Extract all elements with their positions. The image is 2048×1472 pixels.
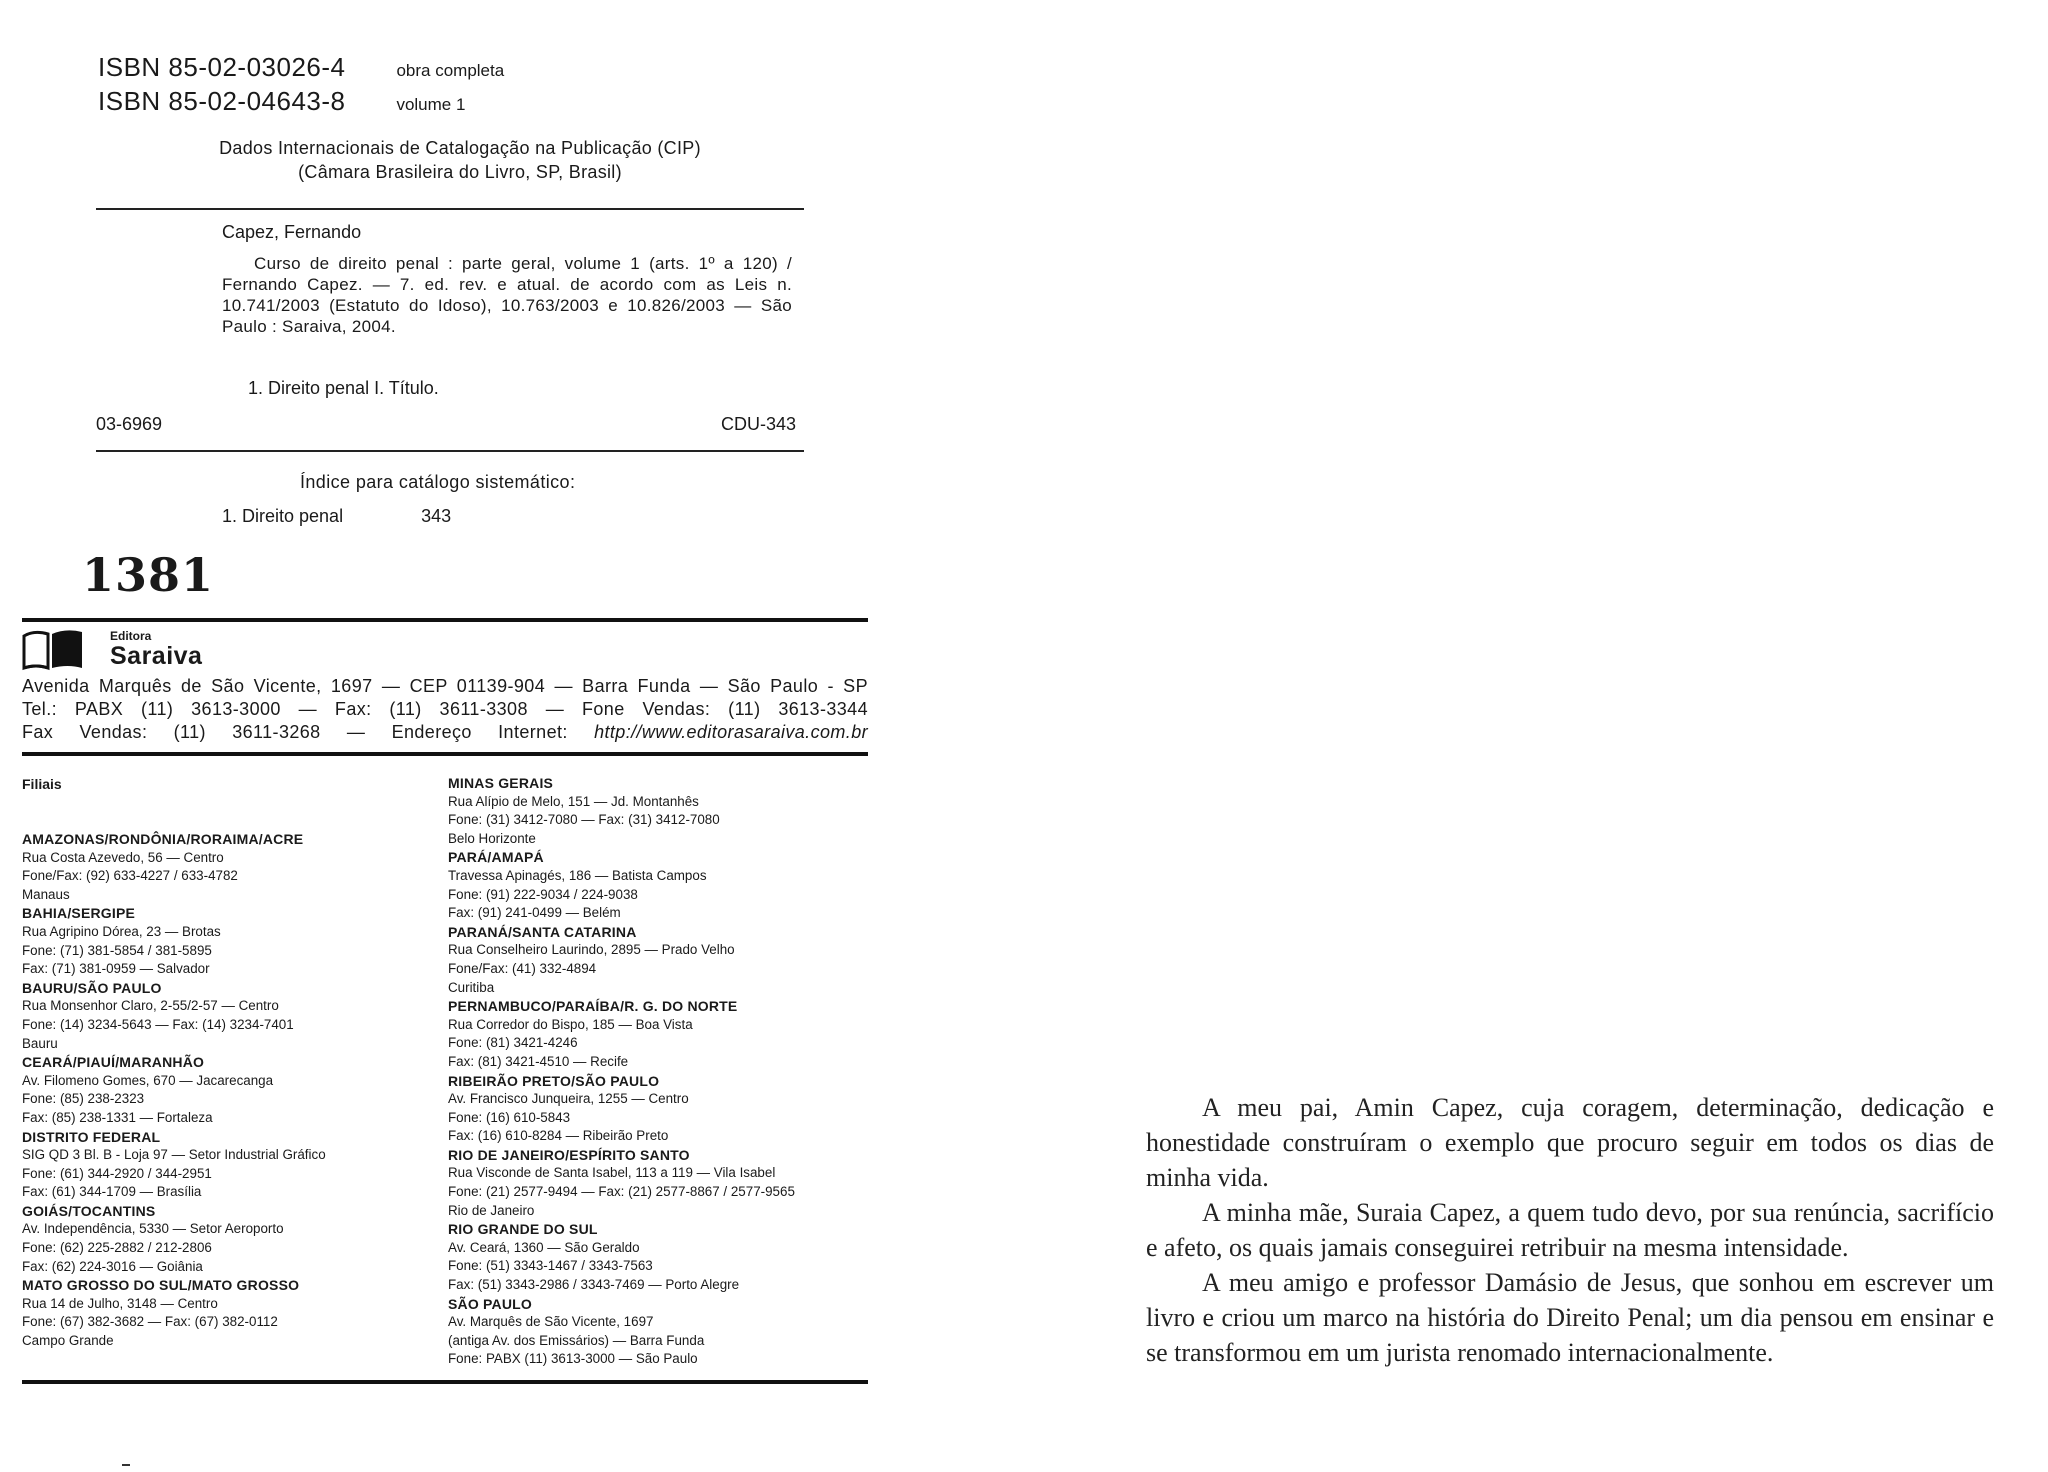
publisher-address: Avenida Marquês de São Vicente, 1697 — CEP 01139-904 — Barra Funda — São Paulo - SP: [22, 676, 868, 696]
branch-detail-line: (antiga Av. dos Emissários) — Barra Funda: [448, 1332, 705, 1348]
branch-detail-line: Fone: (91) 222-9034 / 224-9038: [448, 886, 638, 902]
cip-heading-line2: (Câmara Brasileira do Livro, SP, Brasil): [298, 162, 622, 182]
isbn-note: obra completa: [396, 61, 505, 80]
dedication-text: [1146, 1090, 1994, 1370]
branch-city: RIO GRANDE DO SUL: [448, 1221, 598, 1238]
branch-city: MINAS GERAIS: [448, 775, 554, 791]
branch-detail-line: Rua 14 de Julho, 3148 — Centro: [22, 1295, 218, 1311]
dedication-paragraph: A minha mãe, Suraia Capez, a quem tudo devo, por sua renúncia, sacrifício e afeto, os quais jamais conseguirei retribuir na mesma intensidade.: [1146, 1198, 1994, 1262]
branch-detail-line: Fax: (91) 241-0499 — Belém: [448, 905, 621, 921]
branch-detail-line: Fone: (81) 3421-4246: [448, 1035, 578, 1051]
branch-detail-line: Fone/Fax: (92) 633-4227 / 633-4782: [22, 868, 238, 884]
branch-detail-line: Travessa Apinagés, 186 — Batista Campos: [448, 867, 707, 883]
branches-title: Filiais: [22, 776, 62, 792]
publisher-fax: Fax Vendas: (11) 3611-3268 — Endereço Internet:: [22, 722, 595, 742]
index-title: Índice para catálogo sistemático:: [300, 472, 576, 492]
branch-detail-line: Av. Francisco Junqueira, 1255 — Centro: [448, 1091, 689, 1107]
page-mark: [122, 1464, 130, 1466]
open-book-logo-icon: [22, 626, 100, 672]
cip-bottom-rule: [96, 450, 804, 452]
branch-detail-line: Rua Alípio de Melo, 151 — Jd. Montanhês: [448, 793, 699, 809]
cip-subject: 1. Direito penal I. Título.: [248, 378, 439, 398]
branch-detail-line: Bauru: [22, 1035, 58, 1051]
branch-city: AMAZONAS/RONDÔNIA/RORAIMA/ACRE: [22, 831, 304, 847]
dedication-paragraph: A meu pai, Amin Capez, cuja coragem, determinação, dedicação e honestidade construíram o exemplo que procuro seguir em todos os dias de minha vida.: [1146, 1093, 1994, 1192]
branch-detail-line: Fone: (71) 381-5854 / 381-5895: [22, 942, 212, 958]
branch-city: MATO GROSSO DO SUL/MATO GROSSO: [22, 1277, 300, 1294]
branch-city: RIBEIRÃO PRETO/SÃO PAULO: [448, 1072, 660, 1089]
branch-detail-line: Fone: (51) 3343-1467 / 3343-7563: [448, 1258, 653, 1274]
branch-detail-line: Manaus: [22, 886, 70, 902]
publisher-website-link[interactable]: http://www.editorasaraiva.com.br: [594, 722, 868, 742]
cip-author: Capez, Fernando: [222, 222, 362, 242]
branch-city: CEARÁ/PIAUÍ/MARANHÃO: [22, 1054, 205, 1071]
branch-detail-line: Fone: PABX (11) 3613-3000 — São Paulo: [448, 1351, 698, 1367]
print-number: 1381: [82, 548, 215, 602]
branch-city: PARANÁ/SANTA CATARINA: [448, 923, 637, 940]
branch-detail-line: Fax: (16) 610-8284 — Ribeirão Preto: [448, 1128, 669, 1144]
branch-detail-line: Fax: (51) 3343-2986 / 3343-7469 — Porto Alegre: [448, 1277, 740, 1293]
branch-detail-line: Rua Visconde de Santa Isabel, 113 a 119 — Vila Isabel: [448, 1165, 776, 1181]
isbn-row: [98, 86, 504, 120]
cip-top-rule: [96, 208, 804, 210]
branch-detail-line: Fone: (62) 225-2882 / 212-2806: [22, 1240, 212, 1256]
branch-detail-line: Fax: (71) 381-0959 — Salvador: [22, 961, 210, 977]
index-item: [222, 506, 451, 527]
branch-city: DISTRITO FEDERAL: [22, 1128, 161, 1145]
branches-top-rule: [22, 752, 868, 756]
branches-bottom-rule: [22, 1380, 868, 1384]
branch-detail-line: Fone: (67) 382-3682 — Fax: (67) 382-0112: [22, 1314, 278, 1330]
branch-detail-line: Fone: (61) 344-2920 / 344-2951: [22, 1165, 212, 1181]
branch-detail-line: Fone: (31) 3412-7080 — Fax: (31) 3412-7080: [448, 812, 720, 828]
isbn-row: [98, 52, 504, 86]
cip-heading-line1: Dados Internacionais de Catalogação na Publicação (CIP): [219, 138, 701, 158]
branches-column-left: [22, 830, 326, 1351]
cip-heading: [190, 136, 730, 184]
cip-description: Curso de direito penal : parte geral, volume 1 (arts. 1º a 120) / Fernando Capez. — 7. ed. rev. e atual. de acordo com as Leis n. 10.741/2003 (Estatuto do Idoso), 10.763/2003 e 10.826/2003 — São Paulo : Saraiva, 2004.: [222, 254, 792, 336]
copyright-page: [0, 0, 900, 1472]
publisher-label: Editora: [110, 629, 152, 643]
branch-city: PARÁ/AMAPÁ: [448, 849, 544, 866]
branch-detail-line: Av. Marquês de São Vicente, 1697: [448, 1314, 654, 1330]
isbn-number: ISBN 85-02-04643-8: [98, 86, 346, 116]
dedication-page: [1000, 0, 2048, 1472]
publisher-phones: Tel.: PABX (11) 3613-3000 — Fax: (11) 3611-3308 — Fone Vendas: (11) 3613-3344: [22, 699, 868, 719]
branch-city: GOIÁS/TOCANTINS: [22, 1202, 156, 1219]
branch-city: BAHIA/SERGIPE: [22, 905, 136, 922]
branch-detail-line: Fone/Fax: (41) 332-4894: [448, 960, 597, 976]
index-item-number: 343: [421, 506, 452, 526]
branch-detail-line: Fax: (85) 238-1331 — Fortaleza: [22, 1109, 213, 1125]
branches-column-right: [448, 774, 795, 1369]
branch-detail-line: Fax: (61) 344-1709 — Brasília: [22, 1184, 202, 1200]
branch-detail-line: Av. Filomeno Gomes, 670 — Jacarecanga: [22, 1072, 274, 1088]
branch-city: SÃO PAULO: [448, 1295, 532, 1312]
branch-detail-line: Rio de Janeiro: [448, 1202, 535, 1218]
publisher-fax-web: [22, 722, 868, 743]
branch-detail-line: Campo Grande: [22, 1333, 114, 1349]
cip-cdu-code: CDU-343: [720, 414, 796, 434]
branch-detail-line: Rua Conselheiro Laurindo, 2895 — Prado Velho: [448, 942, 735, 958]
index-item-label: 1. Direito penal: [222, 506, 344, 526]
branch-detail-line: Fone: (16) 610-5843: [448, 1109, 571, 1125]
cip-control-number: 03-6969: [96, 414, 163, 434]
branch-detail-line: Curitiba: [448, 979, 495, 995]
branch-detail-line: Av. Independência, 5330 — Setor Aeroporto: [22, 1221, 284, 1237]
branch-detail-line: Fone: (14) 3234-5643 — Fax: (14) 3234-7401: [22, 1016, 294, 1032]
branch-city: BAURU/SÃO PAULO: [22, 979, 162, 996]
branch-detail-line: Rua Costa Azevedo, 56 — Centro: [22, 849, 224, 865]
branch-detail-line: Rua Agripino Dórea, 23 — Brotas: [22, 923, 221, 939]
branch-detail-line: Belo Horizonte: [448, 830, 536, 846]
branch-city: PERNAMBUCO/PARAÍBA/R. G. DO NORTE: [448, 998, 738, 1015]
branch-detail-line: SIG QD 3 Bl. B - Loja 97 — Setor Industrial Gráfico: [22, 1147, 326, 1163]
publisher-top-rule: [22, 618, 868, 622]
isbn-number: ISBN 85-02-03026-4: [98, 52, 346, 82]
branch-detail-line: Fax: (81) 3421-4510 — Recife: [448, 1053, 629, 1069]
isbn-block: [98, 52, 504, 120]
publisher-name: Saraiva: [110, 642, 203, 670]
branch-detail-line: Fax: (62) 224-3016 — Goiânia: [22, 1258, 203, 1274]
branch-detail-line: Rua Corredor do Bispo, 185 — Boa Vista: [448, 1016, 693, 1032]
branch-detail-line: Fone: (85) 238-2323: [22, 1091, 145, 1107]
branch-detail-line: Av. Ceará, 1360 — São Geraldo: [448, 1239, 640, 1255]
branch-detail-line: Fone: (21) 2577-9494 — Fax: (21) 2577-8867 / 2577-9565: [448, 1184, 795, 1200]
branch-detail-line: Rua Monsenhor Claro, 2-55/2-57 — Centro: [22, 998, 279, 1014]
isbn-note: volume 1: [396, 95, 466, 114]
dedication-paragraph: A meu amigo e professor Damásio de Jesus, que sonhou em escrever um livro e criou um marco na história do Direito Penal; um dia pensou em ensinar e se transformou em um jurista renomado internacionalmente.: [1146, 1268, 1994, 1367]
branch-city: RIO DE JANEIRO/ESPÍRITO SANTO: [448, 1146, 690, 1163]
